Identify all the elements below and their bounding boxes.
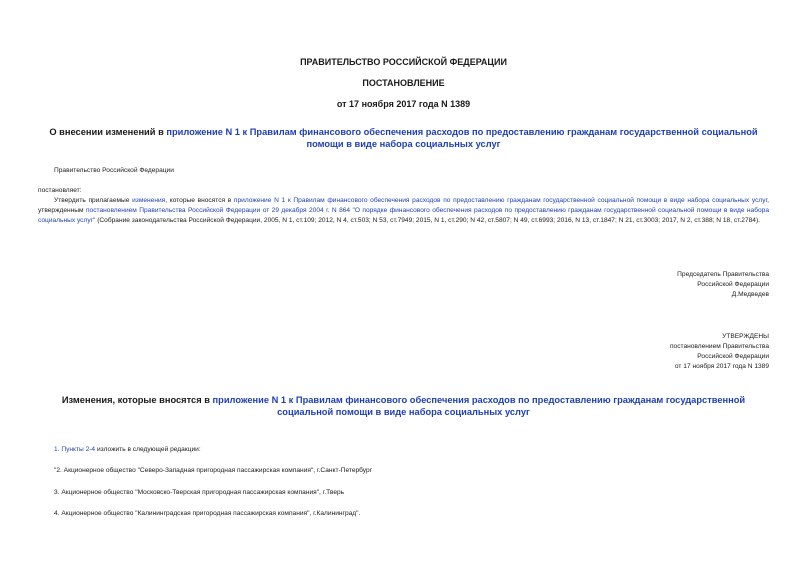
list-item-3: 3. Акционерное общество "Московско-Тверская пригородная пассажирская компания", г.Тверь: [54, 489, 345, 496]
subject-link[interactable]: приложение N 1 к Правилам финансового обеспечения расходов по предоставлению гражданам государственной социальной помощи в виде набора социальных услуг: [166, 127, 758, 149]
para-text-1: Утвердить прилагаемые: [54, 197, 133, 204]
changes-title: [38, 394, 769, 418]
para-text-3: , утвержденным: [38, 197, 769, 214]
list-item-4: 4. Акционерное общество "Калининградская пригородная пассажирская компания", г.Калининград".: [54, 510, 361, 517]
points-link[interactable]: Пункты 2-4: [61, 446, 96, 453]
changes-title-link[interactable]: приложение N 1 к Правилам финансового обеспечения расходов по предоставлению гражданам государственной социальной помощи в виде набора социальных услуг: [212, 395, 746, 417]
subject-prefix: О внесении изменений в: [49, 127, 167, 137]
decree-paragraph: [38, 196, 769, 226]
signature-country: Российской Федерации: [697, 281, 769, 288]
list-item-2: "2. Акционерное общество "Северо-Западная пригородная пассажирская компания", г.Санкт-Петербург: [54, 467, 373, 474]
date-number-heading: от 17 ноября 2017 года N 1389: [336, 99, 471, 109]
signature-title: Председатель Правительства: [677, 271, 769, 278]
approval-line-3: Российской Федерации: [697, 353, 769, 360]
approval-line-2: постановлением Правительства: [669, 343, 769, 350]
item1-text: изложить в следующей редакции:: [95, 446, 201, 453]
changes-title-prefix: Изменения, которые вносятся в: [61, 395, 213, 405]
approval-block: [670, 332, 769, 372]
decrees-line: постановляет:: [38, 187, 82, 194]
subject-heading: [38, 126, 769, 150]
government-heading: ПРАВИТЕЛЬСТВО РОССИЙСКОЙ ФЕДЕРАЦИИ: [300, 57, 507, 67]
approval-line-1: УТВЕРЖДЕНЫ: [722, 333, 769, 340]
doc-type-heading: ПОСТАНОВЛЕНИЕ: [362, 78, 445, 88]
approval-line-4: от 17 ноября 2017 года N 1389: [674, 363, 769, 370]
signature-block: [677, 270, 769, 300]
changes-link[interactable]: изменения: [132, 197, 166, 204]
item1-number: 1.: [54, 446, 62, 453]
signature-name: Д.Медведев: [731, 291, 769, 298]
resolution-link[interactable]: постановлением Правительства Российской Федерации от 29 декабря 2004 г. N 864 "О порядке финансового обеспечения расходов по предоставлению гражданам государственной социальной помощи в виде набора социальных услуг": [38, 207, 769, 224]
para-text-4: (Собрание законодательства Российской Федерации, 2005, N 1, ст.109; 2012, N 4, ст.503; N 53, ст.7949; 2015, N 1, ст.290; N 42, ст.5807; N 49, ст.6993; 2016, N 13, ст.1847; N 21, ст.3003; 2017, N 2, ст.388; N 18, ст.2784).: [95, 217, 761, 224]
para-text-2: , которые вносятся в: [165, 197, 234, 204]
list-item-1: [54, 445, 201, 455]
annex-link[interactable]: приложение N 1 к Правилам финансового обеспечения расходов по предоставлению гражданам государственной социальной помощи в виде набора социальных услуг: [233, 197, 768, 204]
government-line: Правительство Российской Федерации: [54, 167, 174, 174]
